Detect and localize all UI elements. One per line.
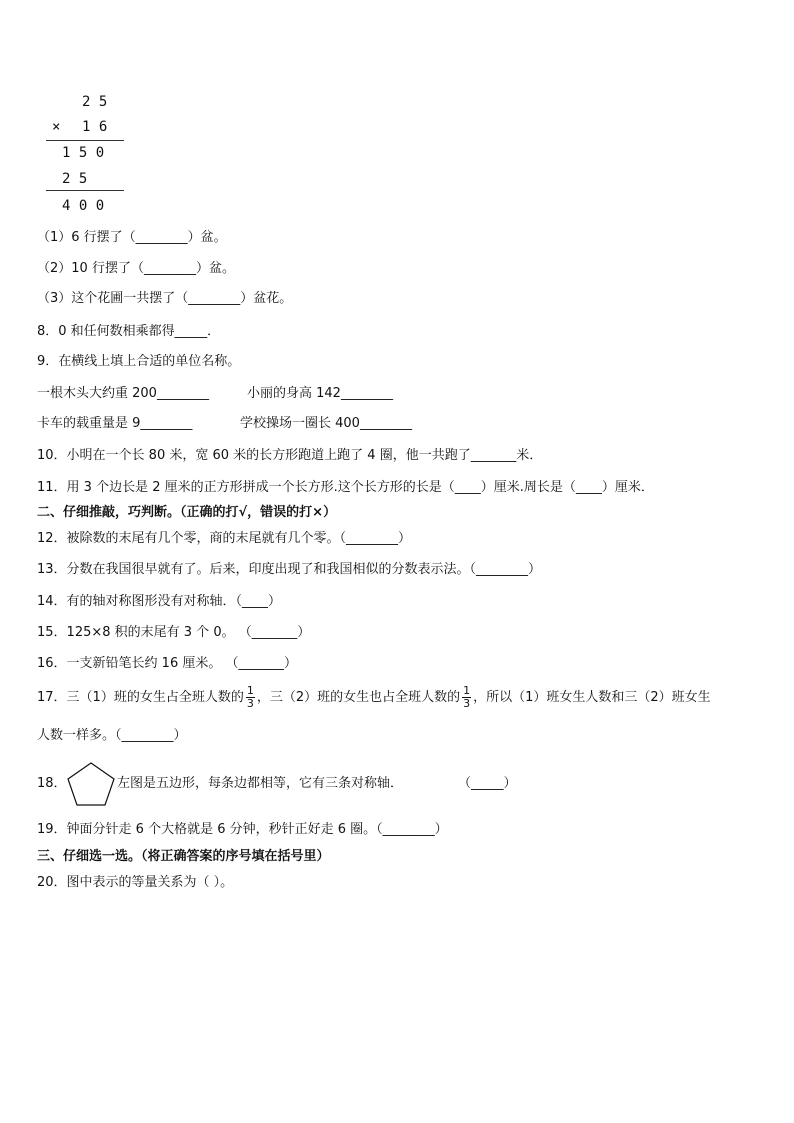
- question-20: 20．图中表示的等量关系为（ ）。: [37, 875, 234, 890]
- fraction-numerator: 1: [246, 684, 254, 697]
- section-2-heading: 二、仔细推敲，巧判断。（正确的打√，错误的打×）: [37, 505, 337, 520]
- question-8: 8．0 和任何数相乘都得_____．: [37, 324, 221, 339]
- question-15: 15．125×8 积的末尾有 3 个 0。 （_______）: [37, 625, 311, 640]
- question-9-title: 9．在横线上填上合适的单位名称。: [37, 354, 241, 369]
- fraction-one-third-b: [462, 685, 471, 710]
- calc-multiply-sign: ×: [52, 119, 61, 135]
- pentagon-shape: [68, 763, 114, 805]
- question-16: 16．一支新铅笔长约 16 厘米。 （_______）: [37, 656, 297, 671]
- q17-text-2: ，三（2）班的女生也占全班人数的: [256, 690, 461, 705]
- question-18-blank: （_____）: [458, 776, 517, 791]
- question-9-c: 卡车的载重量是 9________: [37, 416, 193, 431]
- question-9-a: 一根木头大约重 200________: [37, 386, 209, 401]
- question-18-text: 左图是五边形，每条边都相等，它有三条对称轴．: [117, 776, 404, 791]
- question-17-line-2: 人数一样多。（________）: [37, 728, 187, 743]
- question-17-line-1: [37, 684, 711, 712]
- question-13: 13．分数在我国很早就有了。后来，印度出现了和我国相似的分数表示法。（________）: [37, 562, 542, 577]
- fraction-one-third-a: [246, 685, 255, 710]
- fraction-numerator: 1: [463, 684, 471, 697]
- question-9-d: 学校操场一圈长 400________: [240, 416, 412, 431]
- q7-sub1: （1）6 行摆了（________）盆。: [37, 230, 227, 245]
- question-9-b: 小丽的身高 142________: [247, 386, 393, 401]
- calc-row-multiplier: 1 6: [82, 119, 108, 135]
- vertical-multiplication: [40, 88, 130, 218]
- calc-row-product: 4 0 0: [62, 198, 105, 214]
- question-18-number: 18．: [37, 776, 67, 791]
- section-3-heading: 三、仔细选一选。（将正确答案的序号填在括号里）: [37, 849, 330, 864]
- calc-row-multiplicand: 2 5: [82, 94, 108, 110]
- calc-row-partial-2: 2 5: [62, 171, 88, 187]
- question-11: 11．用 3 个边长是 2 厘米的正方形拼成一个长方形.这个长方形的长是（____）厘米.周长是（____）厘米．: [37, 480, 654, 495]
- pentagon-figure: [66, 761, 116, 807]
- q17-text-1: 17．三（1）班的女生占全班人数的: [37, 690, 244, 705]
- fraction-denominator: 3: [246, 697, 254, 710]
- q17-text-3: ，所以（1）班女生人数和三（2）班女生: [473, 690, 711, 705]
- calc-rule-2: [46, 190, 124, 191]
- calc-row-partial-1: 1 5 0: [62, 145, 105, 161]
- question-12: 12．被除数的末尾有几个零，商的末尾就有几个零。（________）: [37, 531, 412, 546]
- q7-sub3: （3）这个花圃一共摆了（________）盆花。: [37, 291, 293, 306]
- question-10: 10．小明在一个长 80 米，宽 60 米的长方形跑道上跑了 4 圈，他一共跑了_______米．: [37, 448, 543, 463]
- question-19: 19．钟面分针走 6 个大格就是 6 分钟，秒针正好走 6 圈。（________）: [37, 822, 448, 837]
- fraction-denominator: 3: [463, 697, 471, 710]
- q7-sub2: （2）10 行摆了（________）盆。: [37, 261, 235, 276]
- calc-rule-1: [46, 140, 124, 141]
- question-14: 14．有的轴对称图形没有对称轴．（____）: [37, 594, 282, 609]
